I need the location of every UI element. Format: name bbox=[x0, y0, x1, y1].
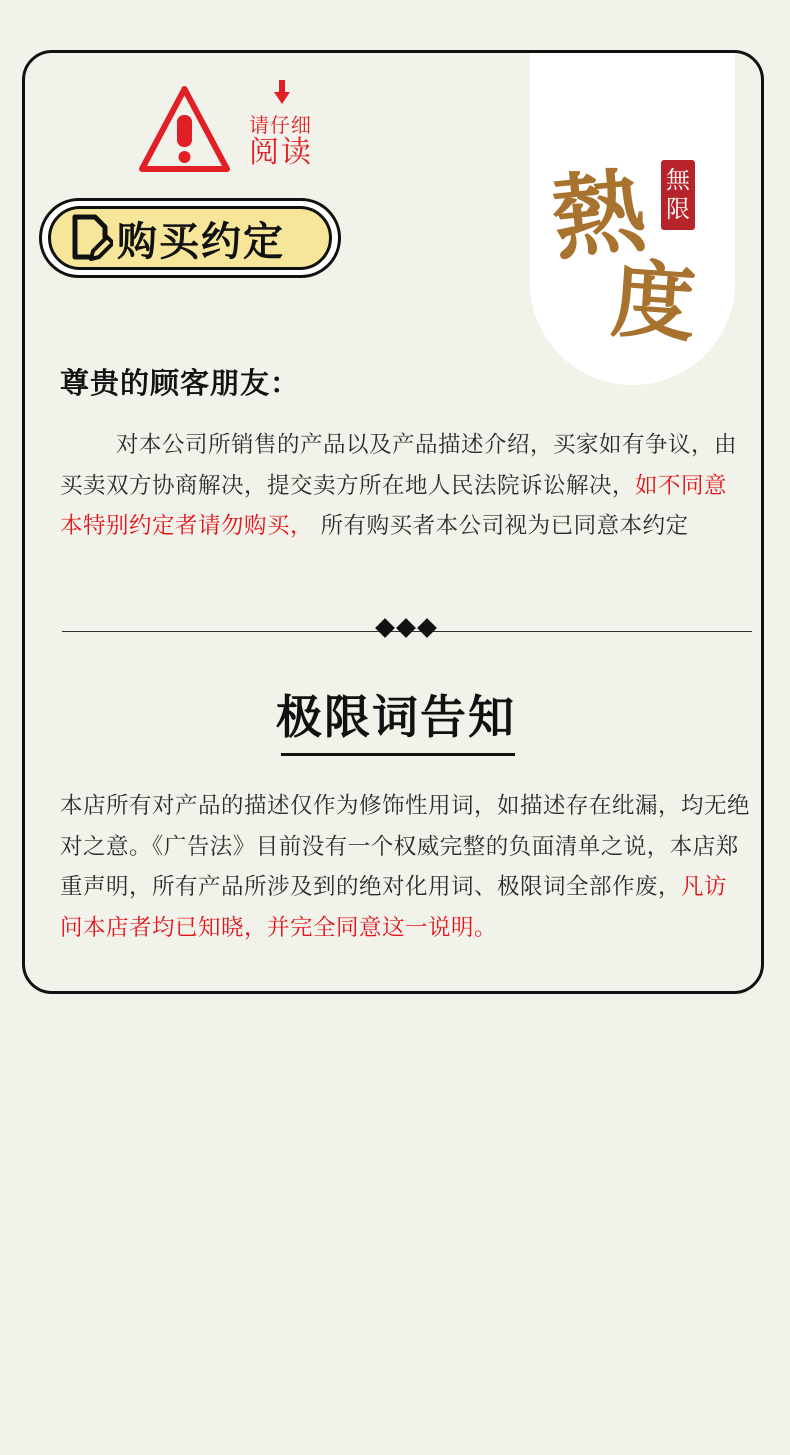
greeting-heading: 尊贵的顾客朋友： bbox=[60, 366, 301, 400]
agreement-title: 购买约定 bbox=[117, 218, 285, 265]
agreement-card bbox=[22, 50, 764, 994]
diamond-icon bbox=[375, 618, 395, 638]
diamond-icon bbox=[396, 618, 416, 638]
agreement-text-2: 所有购买者本公司视为已同意本约定 bbox=[313, 513, 689, 539]
section-title: 极限词告知 bbox=[276, 690, 516, 744]
diamond-icon bbox=[417, 618, 437, 638]
agreement-paragraph bbox=[60, 425, 750, 547]
notice-paragraph bbox=[60, 786, 750, 948]
warning-notice bbox=[137, 83, 337, 183]
brand-seal-char-2: 限 bbox=[666, 195, 690, 223]
section-title-underline bbox=[281, 753, 515, 756]
brand-logo bbox=[530, 50, 735, 385]
document-edit-icon bbox=[69, 213, 113, 263]
agreement-title-pill bbox=[39, 198, 341, 278]
brand-char-1: 熱 bbox=[547, 156, 651, 274]
brand-seal bbox=[661, 160, 695, 230]
brand-seal-char-1: 無 bbox=[666, 166, 690, 195]
warning-triangle-icon bbox=[137, 83, 232, 175]
read-carefully-note bbox=[249, 115, 339, 168]
brand-char-2: 度 bbox=[608, 249, 699, 354]
read-note-line2: 阅读 bbox=[249, 135, 313, 170]
divider-ornament bbox=[376, 621, 436, 635]
agreement-text-1: 对本公司所销售的产品以及产品描述介绍，买家如有争议，由买卖双方协商解决，提交卖方所在地人民法院诉讼解决， bbox=[60, 432, 738, 499]
notice-warning-text: 凡访问本店者均已知晓，并完全同意这一说明。 bbox=[60, 874, 728, 941]
read-note-line1: 请仔细 bbox=[249, 113, 312, 137]
agreement-warning-text: 如不同意本特别约定者请勿购买， bbox=[60, 472, 728, 539]
notice-text: 本店所有对产品的描述仅作为修饰性用词，如描述存在纰漏，均无绝对之意。《广告法》目前没有一个权威完整的负面清单之说，本店郑重声明，所有产品所涉及到的绝对化用词、极限词全部作废， bbox=[60, 793, 751, 900]
arrow-down-icon bbox=[274, 80, 290, 106]
